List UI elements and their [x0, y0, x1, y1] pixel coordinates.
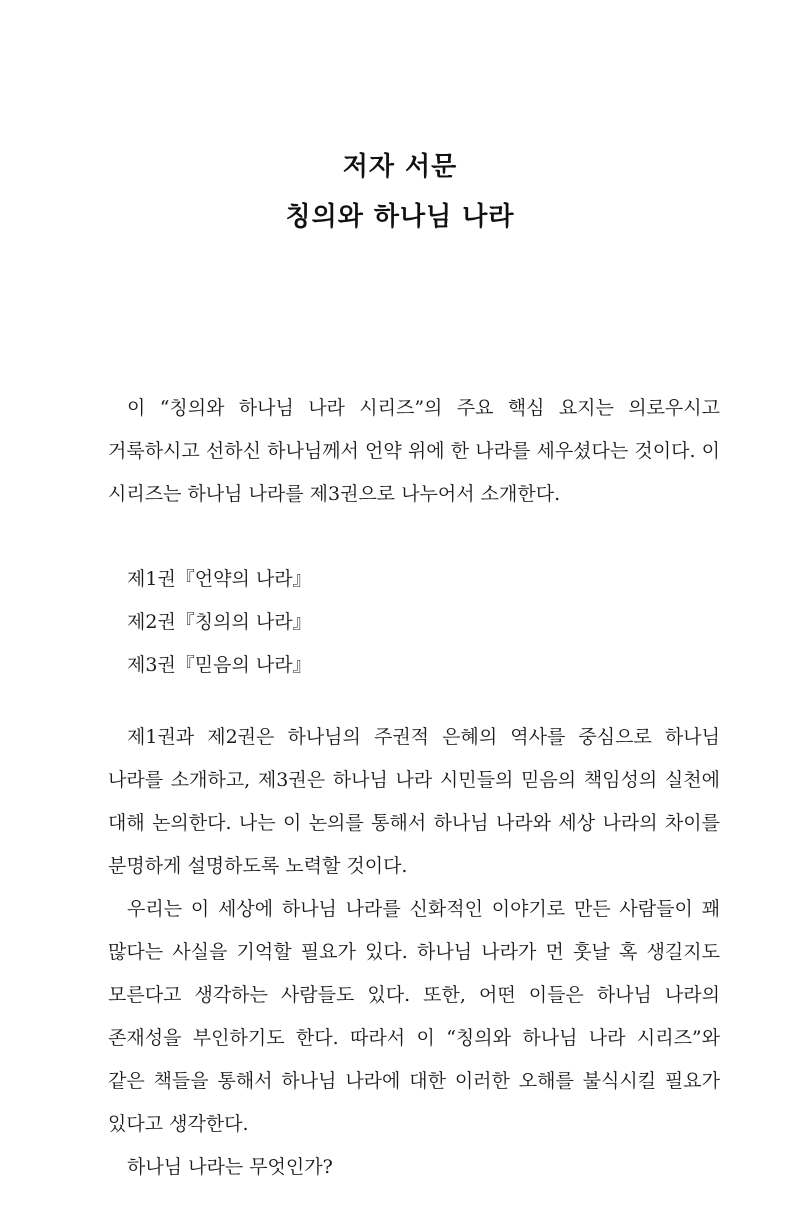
chapter-heading: [0, 142, 800, 242]
body-section: [108, 716, 720, 1189]
intro-section: [108, 387, 720, 516]
volume-item-3: 제3권『믿음의 나라』: [127, 654, 312, 676]
body-paragraph-3: 하나님 나라는 무엇인가?: [127, 1156, 333, 1178]
body-paragraph-1: 제1권과 제2권은 하나님의 주권적 은혜의 역사를 중심으로 하나님 나라를 소개하고, 제3권은 하나님 나라 시민들의 믿음의 책임성의 실천에 대해 논의한다. 나는 이 논의를 통해서 하나님 나라와 세상 나라의 차이를 분명하게 설명하도록 노력할 것이다.: [108, 726, 720, 877]
volume-item-2: 제2권『칭의의 나라』: [127, 611, 312, 633]
body-paragraph-2: 우리는 이 세상에 하나님 나라를 신화적인 이야기로 만든 사람들이 꽤 많다는 사실을 기억할 필요가 있다. 하나님 나라가 먼 훗날 혹 생길지도 모른다고 생각하는 사람들도 있다. 또한, 어떤 이들은 하나님 나라의 존재성을 부인하기도 한다. 따라서 이 “칭의와 하나님 나라 시리즈”와 같은 책들을 통해서 하나님 나라에 대한 이러한 오해를 불식시킬 필요가 있다고 생각한다.: [108, 898, 720, 1135]
volume-item-1: 제1권『언약의 나라』: [127, 568, 312, 590]
heading-line-1: 저자 서문: [342, 152, 458, 182]
intro-paragraph: 이 “칭의와 하나님 나라 시리즈”의 주요 핵심 요지는 의로우시고 거룩하시고 선하신 하나님께서 언약 위에 한 나라를 세우셨다는 것이다. 이 시리즈는 하나님 나라를 제3권으로 나누어서 소개한다.: [108, 397, 720, 505]
heading-line-2: 칭의와 하나님 나라: [285, 202, 515, 232]
volume-list: [108, 558, 720, 687]
